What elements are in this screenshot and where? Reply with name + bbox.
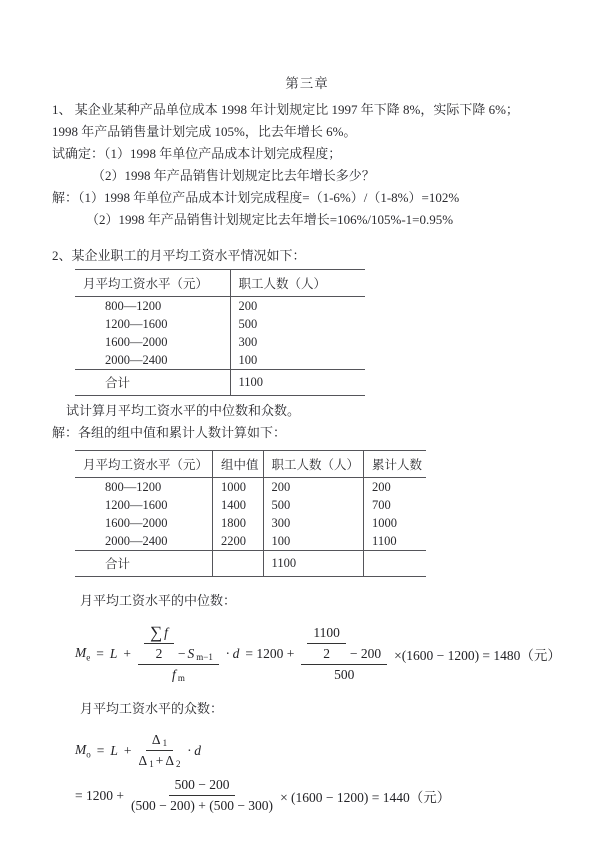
table-cell: 1000 [364,514,427,532]
table-cell: 100 [230,351,365,370]
total-empty-cell [364,551,427,577]
table-row [75,351,365,370]
var-fm: f [172,667,176,682]
table-cell: 500 [263,496,364,514]
table-row [75,514,426,532]
problem1-question2: （2）1998 年产品销售计划规定比去年增长多少？ [92,168,375,183]
table-cell: 1800 [213,514,264,532]
table-cell: 2200 [213,532,264,551]
var-fm-sub: m [177,673,185,683]
problem2-task: 试计算月平均工资水平的中位数和众数。 [66,403,301,418]
table-cell: 1600—2000 [105,515,168,530]
fraction-numerator: 500 − 200 [169,777,236,796]
delta-symbol: Δ [151,732,161,747]
table-cell: 700 [364,496,427,514]
table-header-row [75,270,365,297]
var-m: M [75,644,87,660]
mode-label: 月平均工资水平的众数： [80,701,224,716]
var-s-sub: m−1 [196,652,213,662]
numeric-half-fraction [307,625,346,662]
var-m-sub: o [86,749,91,760]
inner-numerator: 1100 [307,625,346,644]
table-row [75,478,426,497]
table-cell: 200 [364,478,427,497]
median-main-fraction [138,624,219,683]
chapter-title: 第三章 [285,76,329,91]
table-cell: 2000—2400 [105,533,168,548]
table-cell: 300 [263,514,364,532]
mode-result: × (1600 − 1200) = 1440（元） [280,789,451,805]
median-label: 月平均工资水平的中位数： [80,593,237,608]
table-cell: 1200—1600 [105,316,168,331]
total-empty-cell [213,551,264,577]
midpoint-cumulative-table [75,450,426,577]
table-cell: 1000 [213,478,264,497]
problem1-question1: 试确定：（1）1998 年单位产品成本计划完成程度； [52,146,342,161]
table-cell: 1100 [364,532,427,551]
fraction-numerator [301,625,387,665]
fraction-numerator [146,732,173,751]
dot-d-term: · d [187,742,202,758]
equals-1200-plus: = 1200 + [245,645,295,661]
table-cell: 200 [263,478,364,497]
mode-formula-line1 [72,732,562,769]
mode-delta-fraction [139,732,181,769]
total-label-cell: 合计 [75,551,213,577]
inner-denominator: 2 [155,646,163,661]
fraction-denominator: 500 [334,666,355,682]
problem1-statement-line2: 1998 年产品销售量计划完成 105%，比去年增长 6%。 [52,124,357,139]
sum-over-two-fraction [144,624,174,662]
table-total-row [75,551,426,577]
median-numeric-fraction [301,625,387,683]
dot-d-term: · d [225,645,240,661]
problem2-intro: 2、某企业职工的月平均工资水平情况如下： [52,248,306,263]
column-header-midvalue: 组中值 [213,451,264,478]
problem2-solution-intro: 解：各组的组中值和累计人数计算如下： [52,425,287,440]
minus-200: − 200 [349,645,382,661]
fraction-numerator [138,624,219,665]
table-cell: 2000—2400 [105,352,168,367]
table-cell: 100 [263,532,364,551]
var-lower-limit: L [109,645,118,661]
fraction-denominator: (500 − 200) + (500 − 300) [130,798,274,813]
table-row [75,315,365,333]
table-cell: 300 [230,333,365,351]
mode-variable [75,742,91,760]
median-variable [75,645,90,663]
column-header-workers: 职工人数（人） [263,451,364,478]
inner-denominator: 2 [323,645,330,661]
plus-sign: + [123,645,132,661]
median-formula [72,624,562,683]
problem1-solution2: （2）1998 年产品销售计划规定比去年增长=106%/105%-1=0.95% [86,212,454,227]
mode-formula-line2 [72,777,562,814]
delta-sub: 1 [149,759,154,769]
plus-sign: + [123,742,132,758]
table-cell: 800—1200 [105,479,162,494]
delta-sub: 1 [162,738,168,748]
mode-numeric-fraction [131,777,273,814]
equals-1200-plus: = 1200 + [75,787,124,803]
total-label-cell: 合计 [75,370,230,396]
var-f: f [164,625,168,640]
delta-symbol: Δ [138,753,148,768]
table-cell: 500 [230,315,365,333]
column-header-wage: 月平均工资水平（元） [75,270,230,297]
table-row [75,333,365,351]
var-m-sub: e [86,652,91,663]
table-cell: 1200—1600 [105,497,168,512]
table-cell: 1400 [213,496,264,514]
total-value-cell: 1100 [263,551,364,577]
equals-sign: = [96,742,105,758]
total-value-cell: 1100 [230,370,365,396]
table-row [75,532,426,551]
problem1-statement-line1: 1、 某企业某种产品单位成本 1998 年计划规定比 1997 年下降 8%，实际下降 6%； [52,102,519,117]
fraction-denominator [139,751,181,769]
inner-numerator [144,624,174,644]
table-cell: 800—1200 [105,298,162,313]
column-header-workers: 职工人数（人） [230,270,365,297]
sigma-symbol: ∑ [150,623,163,642]
spacer [52,231,562,245]
table-total-row [75,370,365,396]
column-header-cumulative: 累计人数 [364,451,427,478]
table-row [75,297,365,316]
equals-sign: = [96,645,104,661]
table-cell: 200 [230,297,365,316]
minus-sign: − [177,646,186,661]
table-cell: 1600—2000 [105,334,168,349]
delta-sub: 2 [176,759,181,769]
delta-symbol: Δ [165,753,175,768]
column-header-wage: 月平均工资水平（元） [75,451,213,478]
table-row [75,496,426,514]
table-header-row [75,451,426,478]
var-s: S [187,646,195,661]
var-lower-limit: L [110,742,118,758]
fraction-denominator [172,665,185,683]
wage-distribution-table [75,269,365,396]
var-m: M [75,741,87,757]
median-result: ×(1600 − 1200) = 1480（元） [394,647,561,663]
problem1-solution1: 解：（1）1998 年单位产品成本计划完成程度=（1-6%）/（1-8%）=102% [52,190,460,205]
plus-sign: + [155,753,164,768]
